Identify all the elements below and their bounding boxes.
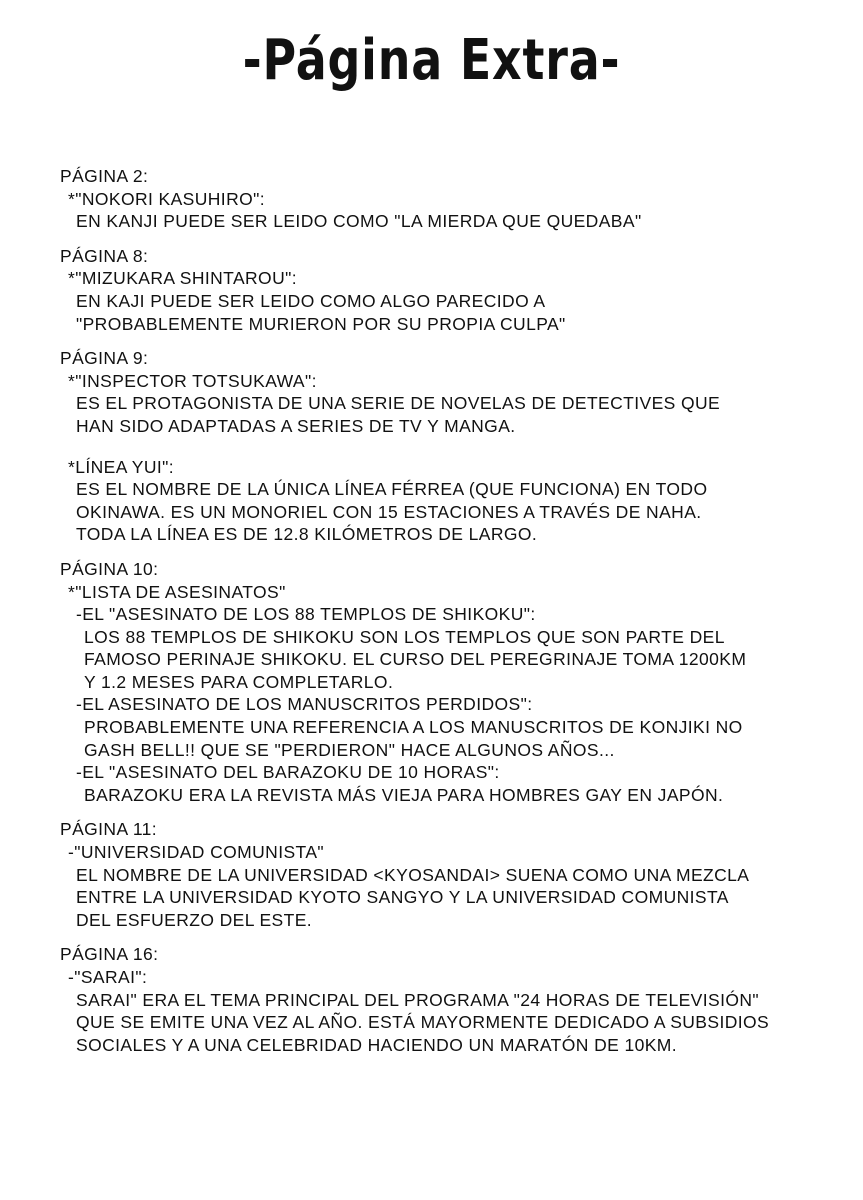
note-text: TODA LA LÍNEA ES DE 12.8 KILÓMETROS DE LARGO. — [76, 524, 538, 545]
note-text: ES EL NOMBRE DE LA ÚNICA LÍNEA FÉRREA (QUE FUNCIONA) EN TODO — [76, 479, 708, 500]
note-text: EL NOMBRE DE LA UNIVERSIDAD <KYOSANDAI> SUENA COMO UNA MEZCLA — [76, 864, 750, 885]
note-subterm: -EL "ASESINATO DE LOS 88 TEMPLOS DE SHIKOKU": — [76, 604, 536, 625]
page-title: -Página Extra- — [242, 28, 621, 93]
section-label: PÁGINA 10: — [60, 558, 159, 579]
note-text: HAN SIDO ADAPTADAS A SERIES DE TV Y MANGA. — [76, 415, 516, 436]
note-text: FAMOSO PERINAJE SHIKOKU. EL CURSO DEL PEREGRINAJE TOMA 1200KM — [84, 649, 747, 670]
note-term: -"SARAI": — [68, 967, 148, 987]
note-text: BARAZOKU ERA LA REVISTA MÁS VIEJA PARA HOMBRES GAY EN JAPÓN. — [84, 784, 724, 805]
note-text: QUE SE EMITE UNA VEZ AL AÑO. ESTÁ MAYORMENTE DEDICADO A SUBSIDIOS — [76, 1012, 770, 1033]
section-label: PÁGINA 16: — [60, 944, 159, 965]
spacer — [60, 438, 840, 456]
note-text: Y 1.2 MESES PARA COMPLETARLO. — [84, 671, 394, 692]
note-text: PROBABLEMENTE UNA REFERENCIA A LOS MANUSCRITOS DE KONJIKI NO — [84, 717, 743, 738]
section-label: PÁGINA 11: — [60, 819, 158, 840]
translation-notes — [60, 165, 840, 1068]
note-text: EN KANJI PUEDE SER LEIDO COMO "LA MIERDA QUE QUEDABA" — [76, 211, 642, 232]
note-subterm: -EL ASESINATO DE LOS MANUSCRITOS PERDIDOS": — [76, 694, 533, 715]
section-label: PÁGINA 2: — [60, 166, 149, 186]
note-term: *"NOKORI KASUHIRO": — [68, 188, 265, 209]
note-term: *"INSPECTOR TOTSUKAWA": — [68, 370, 317, 391]
note-text: ENTRE LA UNIVERSIDAD KYOTO SANGYO Y LA UNIVERSIDAD COMUNISTA — [76, 887, 729, 908]
section-label: PÁGINA 8: — [60, 245, 149, 266]
note-subterm: -EL "ASESINATO DEL BARAZOKU DE 10 HORAS": — [76, 762, 500, 783]
note-section-page-8 — [60, 245, 840, 335]
note-term: *"LISTA DE ASESINATOS" — [68, 581, 286, 602]
note-text: EN KAJI PUEDE SER LEIDO COMO ALGO PARECIDO A — [76, 290, 546, 311]
note-text: OKINAWA. ES UN MONORIEL CON 15 ESTACIONES A TRAVÉS DE NAHA. — [76, 501, 702, 522]
note-term: *"MIZUKARA SHINTAROU": — [68, 268, 297, 289]
note-text: DEL ESFUERZO DEL ESTE. — [76, 909, 313, 930]
section-label: PÁGINA 9: — [60, 348, 149, 369]
note-term: -"UNIVERSIDAD COMUNISTA" — [68, 842, 325, 863]
note-text: "PROBABLEMENTE MURIERON POR SU PROPIA CULPA" — [76, 313, 566, 334]
note-term: *LÍNEA YUI": — [68, 456, 175, 477]
note-section-page-9 — [60, 347, 840, 546]
note-text: SARAI" ERA EL TEMA PRINCIPAL DEL PROGRAMA "24 HORAS DE TELEVISIÓN" — [76, 989, 760, 1010]
note-text: ES EL PROTAGONISTA DE UNA SERIE DE NOVELAS DE DETECTIVES QUE — [76, 393, 721, 414]
note-text: SOCIALES Y A UNA CELEBRIDAD HACIENDO UN MARATÓN DE 10KM. — [76, 1034, 678, 1055]
note-text: GASH BELL!! QUE SE "PERDIERON" HACE ALGUNOS AÑOS... — [84, 739, 615, 760]
note-section-page-10 — [60, 558, 840, 807]
note-section-page-16 — [60, 943, 840, 1056]
note-text: LOS 88 TEMPLOS DE SHIKOKU SON LOS TEMPLOS QUE SON PARTE DEL — [84, 626, 725, 647]
note-section-page-2 — [60, 165, 840, 233]
note-section-page-11 — [60, 818, 840, 931]
